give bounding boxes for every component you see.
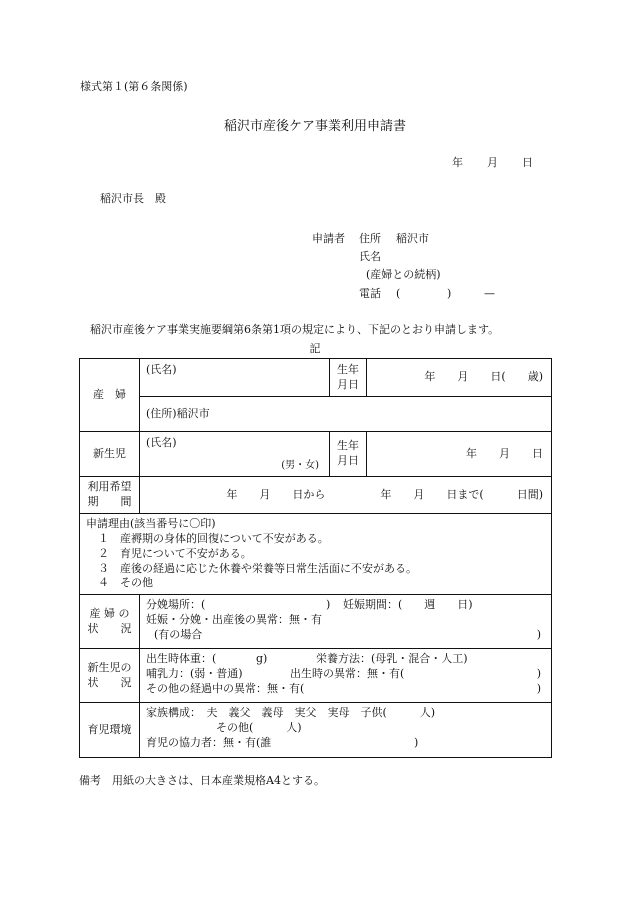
reason-title: 申請理由(該当番号に〇印) [86, 517, 216, 530]
phone-paren-open: ( [396, 287, 401, 300]
mother-status-fields [140, 595, 552, 649]
birth-abnormal-close: ) [536, 667, 541, 681]
reason-item-3[interactable]: ３ 産後の経過に応じた休養や栄養等日常生活面に不安がある。 [98, 561, 417, 575]
newborn-birth-field[interactable]: 年 月 日 [367, 432, 552, 477]
phone-paren-close: ) [447, 287, 452, 300]
mother-name-label: (氏名) [146, 363, 177, 376]
application-form-table [79, 358, 552, 758]
application-statement: 稲沢市産後ケア事業実施要綱第6条第1項の規定により、下記のとおり申請します。 [90, 323, 500, 336]
remarks: 備考 用紙の大きさは、日本産業規格A4とする。 [79, 774, 325, 787]
applicant-phone-label: 電話 [359, 287, 381, 300]
gestation-field[interactable]: 妊娠期間：( 週 日) [343, 598, 473, 612]
period-field[interactable]: 年 月 日から 年 月 日まで( 日間) [140, 477, 552, 514]
environment-fields [140, 703, 552, 758]
mother-birth-label: 生年 月日 [330, 359, 367, 397]
newborn-birth-label: 生年 月日 [330, 432, 367, 477]
family-other-field[interactable]: その他( 人) [216, 721, 302, 735]
phone-dash: — [484, 287, 495, 300]
period-header: 利用希望 期 間 [80, 477, 140, 514]
birth-abnormal-field[interactable]: 出生時の異常：無・有( [290, 667, 405, 681]
applicant-name-label: 氏名 [359, 250, 381, 263]
applicant-address-label: 住所 [359, 232, 381, 245]
delivery-place-close: ) [326, 598, 331, 612]
mother-address-field[interactable] [140, 397, 552, 432]
form-id: 様式第１(第６条関係) [80, 80, 188, 93]
applicant-label: 申請者 [312, 232, 345, 245]
mother-birth-field[interactable]: 年 月 日( 歳) [367, 359, 552, 397]
ki-heading: 記 [309, 342, 321, 355]
date-month: 月 [487, 156, 498, 169]
page-title: 稲沢市産後ケア事業利用申請書 [223, 119, 406, 134]
reason-section [80, 514, 552, 595]
date-year: 年 [452, 156, 463, 169]
newborn-name-field[interactable] [140, 432, 330, 477]
reason-item-4[interactable]: ４ その他 [98, 576, 153, 590]
feeding-method-field[interactable]: 栄養方法：(母乳・混合・人工) [316, 652, 468, 666]
application-date [452, 157, 533, 168]
newborn-name-label: (氏名) [146, 436, 177, 449]
sucking-strength-field[interactable]: 哺乳力：(弱・普通) [146, 667, 243, 681]
birth-weight-field[interactable]: 出生時体重：( [146, 652, 217, 666]
date-day: 日 [522, 156, 533, 169]
newborn-status-fields [140, 649, 552, 703]
other-abnormal-close: ) [536, 682, 541, 696]
applicant-address-city: 稲沢市 [396, 232, 429, 245]
newborn-status-header: 新生児の 状 況 [80, 649, 140, 703]
birth-weight-unit: g) [256, 652, 268, 666]
newborn-header: 新生児 [80, 432, 140, 477]
mother-name-field[interactable] [140, 359, 330, 397]
other-abnormal-field[interactable]: その他の経過中の異常：無・有( [146, 682, 305, 696]
mother-header: 産 婦 [80, 359, 140, 432]
pregnancy-abnormal-field[interactable]: 妊娠・分娩・出産後の異常：無・有 [146, 613, 322, 627]
cooperator-field[interactable]: 育児の協力者：無・有(誰 [146, 735, 272, 749]
newborn-sex-option[interactable]: (男・女) [281, 459, 319, 471]
environment-header: 育児環境 [80, 703, 140, 758]
abnormal-detail-label[interactable]: (有の場合 [154, 628, 203, 642]
delivery-place-field[interactable]: 分娩場所：( [146, 598, 206, 612]
family-structure-field[interactable]: 家族構成： 夫 義父 義母 実父 実母 子供( 人) [146, 706, 436, 720]
abnormal-detail-close: ) [536, 628, 541, 642]
addressee: 稲沢市長 殿 [100, 192, 166, 205]
reason-item-2[interactable]: ２ 育児について不安がある。 [98, 546, 252, 560]
mother-address-label: (住所)稲沢市 [146, 406, 210, 420]
cooperator-close: ) [414, 735, 419, 749]
reason-item-1[interactable]: １ 産褥期の身体的回復について不安がある。 [98, 531, 329, 545]
applicant-relation-label: (産婦との続柄) [366, 268, 441, 281]
mother-status-header: 産 婦 の 状 況 [80, 595, 140, 649]
